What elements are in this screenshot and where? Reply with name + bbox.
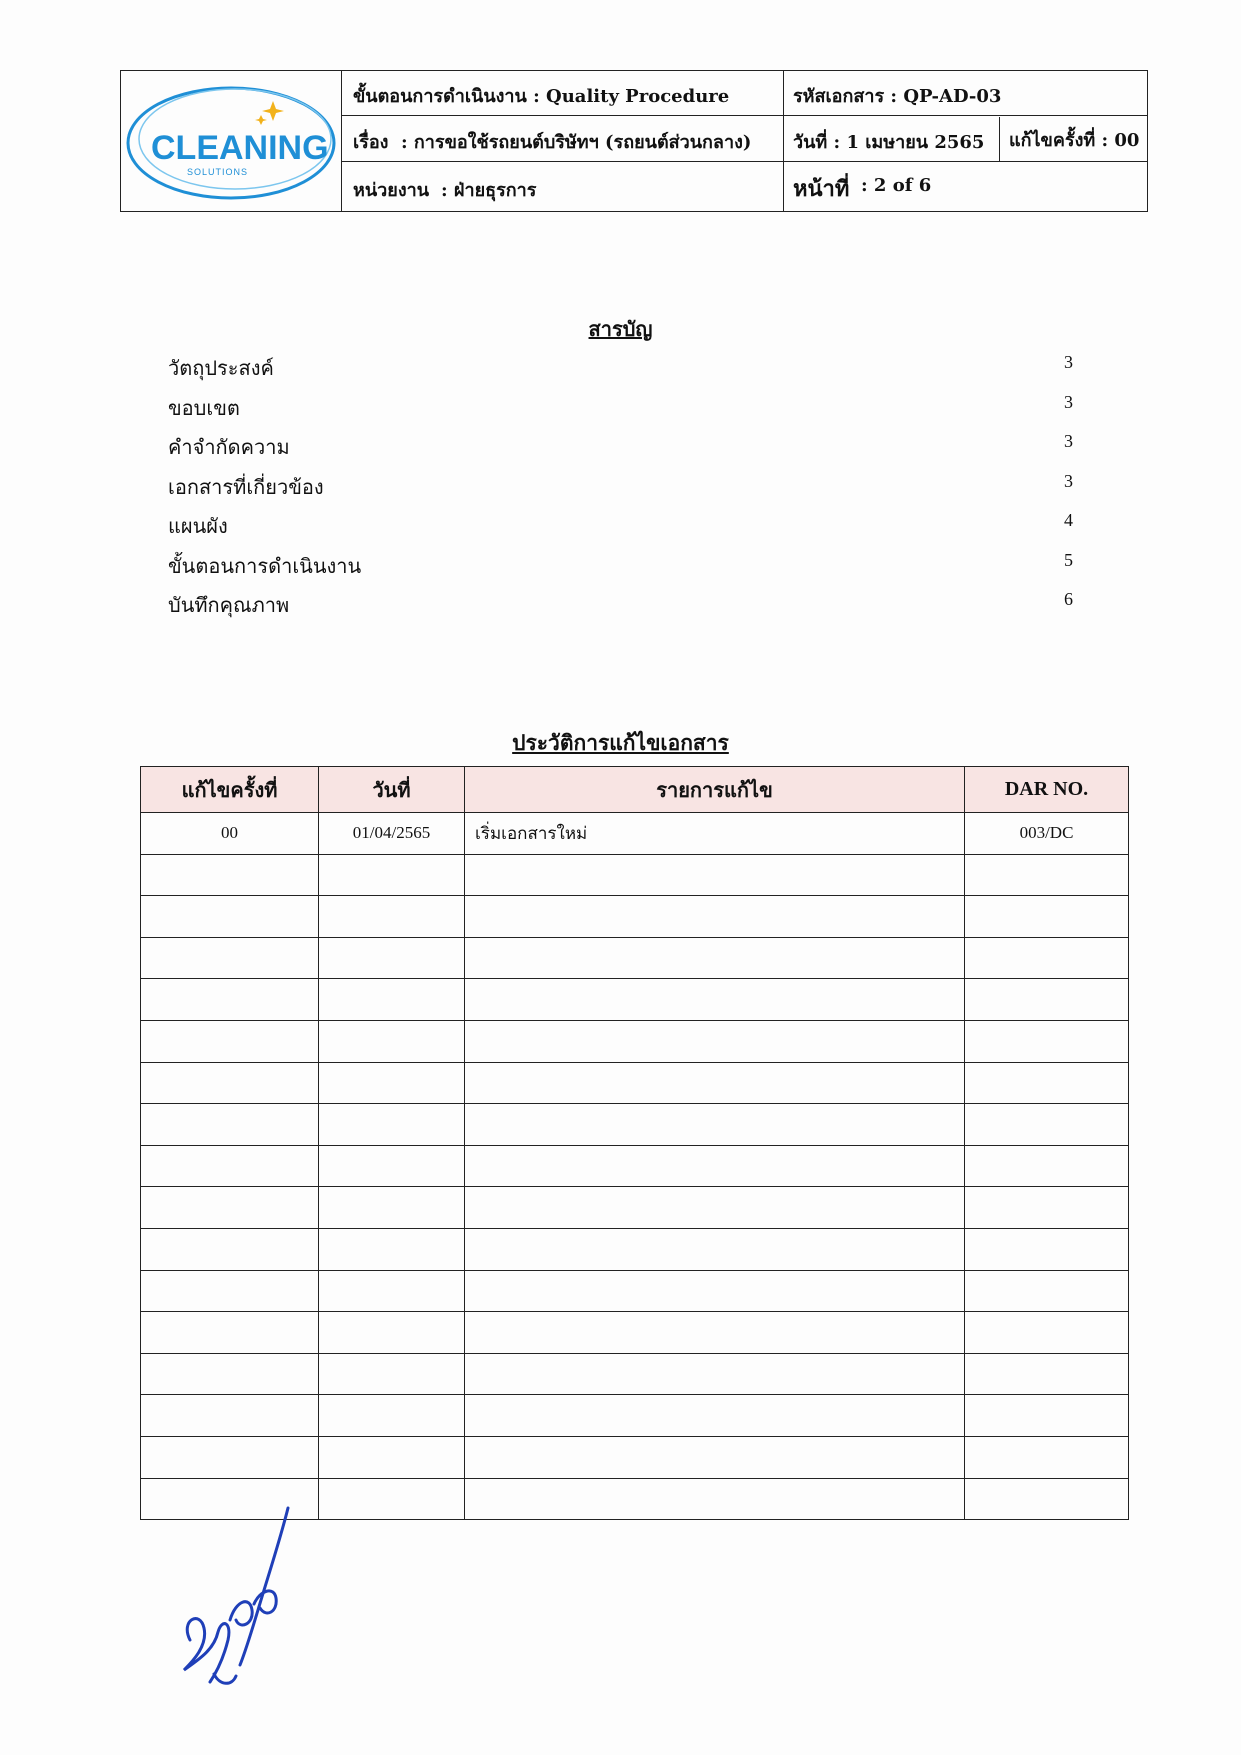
table-row	[141, 1228, 1129, 1270]
empty-cell	[465, 1228, 965, 1270]
toc-item-page: 5	[1064, 549, 1073, 570]
empty-cell	[319, 1270, 465, 1312]
empty-cell	[141, 1062, 319, 1104]
table-row	[141, 1270, 1129, 1312]
empty-cell	[319, 1020, 465, 1062]
effective-date: วันที่ : 1 เมษายน 2565	[793, 132, 985, 153]
toc-item-label: คำจำกัดความ	[168, 435, 290, 459]
empty-cell	[465, 1436, 965, 1478]
toc-item-page: 3	[1064, 431, 1073, 451]
toc-item-page: 3	[1064, 391, 1073, 412]
page-value: : 2 of 6	[861, 175, 932, 196]
toc-item	[168, 508, 1073, 548]
toc-item-page: 3	[1064, 470, 1073, 491]
logo-cell	[121, 71, 342, 211]
cell-date: 01/04/2565	[319, 813, 465, 855]
empty-cell	[141, 1270, 319, 1312]
empty-cell	[319, 1353, 465, 1395]
empty-cell	[465, 854, 965, 896]
column-header-description: รายการแก้ไข	[465, 767, 965, 813]
empty-cell	[965, 1145, 1129, 1187]
empty-cell	[141, 937, 319, 979]
cell-dar-no: 003/DC	[965, 813, 1129, 855]
empty-cell	[319, 1228, 465, 1270]
empty-cell	[319, 979, 465, 1021]
table-row	[141, 1145, 1129, 1187]
empty-cell	[465, 1395, 965, 1437]
sparkle-small-icon	[255, 115, 267, 125]
table-row	[141, 1312, 1129, 1354]
toc-item	[168, 469, 1073, 509]
empty-cell	[465, 1353, 965, 1395]
empty-cell	[141, 1145, 319, 1187]
table-row	[141, 896, 1129, 938]
toc-item-label: แผนผัง	[168, 514, 228, 538]
empty-cell	[319, 1395, 465, 1437]
table-row	[141, 1020, 1129, 1062]
empty-cell	[965, 1353, 1129, 1395]
column-header-dar-no: DAR NO.	[965, 767, 1129, 813]
empty-cell	[465, 979, 965, 1021]
empty-cell	[319, 854, 465, 896]
empty-cell	[319, 1145, 465, 1187]
empty-cell	[141, 1104, 319, 1146]
empty-cell	[965, 1478, 1129, 1520]
empty-cell	[465, 1478, 965, 1520]
empty-cell	[319, 896, 465, 938]
cell-description: เริ่มเอกสารใหม่	[465, 813, 965, 855]
page-label: หน้าที่	[793, 176, 850, 202]
table-row	[141, 1436, 1129, 1478]
empty-cell	[141, 1395, 319, 1437]
table-row	[141, 1062, 1129, 1104]
empty-cell	[965, 1228, 1129, 1270]
empty-cell	[319, 1478, 465, 1520]
empty-cell	[319, 937, 465, 979]
empty-cell	[465, 1104, 965, 1146]
table-header-row	[141, 767, 1129, 813]
table-row	[141, 854, 1129, 896]
empty-cell	[141, 854, 319, 896]
column-header-date: วันที่	[319, 767, 465, 813]
table-row	[141, 1353, 1129, 1395]
toc-item	[168, 587, 1073, 627]
signature	[170, 1500, 310, 1700]
toc-item-label: บันทึกคุณภาพ	[168, 593, 290, 617]
empty-cell	[965, 1104, 1129, 1146]
empty-cell	[965, 896, 1129, 938]
logo-tagline: SOLUTIONS	[187, 167, 249, 177]
cell-revision: 00	[141, 813, 319, 855]
logo-wordmark: CLEANING	[151, 129, 329, 167]
toc-item-page: 3	[1064, 352, 1073, 372]
table-row	[141, 1104, 1129, 1146]
sparkle-icon	[262, 101, 284, 121]
toc-item-label: ขอบเขต	[168, 395, 240, 420]
column-header-revision: แก้ไขครั้งที่	[141, 767, 319, 813]
subject-label: เรื่อง	[353, 132, 389, 153]
empty-cell	[465, 1187, 965, 1229]
empty-cell	[141, 896, 319, 938]
table-row	[141, 979, 1129, 1021]
empty-cell	[965, 1020, 1129, 1062]
toc-item	[168, 429, 1073, 469]
empty-cell	[141, 979, 319, 1021]
table-row	[141, 1187, 1129, 1229]
empty-cell	[141, 1312, 319, 1354]
empty-cell	[465, 937, 965, 979]
empty-cell	[965, 1062, 1129, 1104]
document-code: รหัสเอกสาร : QP-AD-03	[793, 86, 1002, 107]
department-label: หน่วยงาน	[353, 180, 430, 201]
empty-cell	[965, 1395, 1129, 1437]
toc-item-page: 4	[1064, 510, 1073, 530]
empty-cell	[319, 1062, 465, 1104]
empty-cell	[141, 1436, 319, 1478]
toc-item	[168, 350, 1073, 390]
toc-item	[168, 390, 1073, 430]
empty-cell	[965, 937, 1129, 979]
document-header	[120, 70, 1148, 212]
empty-cell	[965, 854, 1129, 896]
table-row	[141, 937, 1129, 979]
empty-cell	[319, 1436, 465, 1478]
empty-cell	[965, 1187, 1129, 1229]
empty-cell	[141, 1187, 319, 1229]
empty-cell	[465, 1062, 965, 1104]
empty-cell	[965, 1312, 1129, 1354]
toc-item-label: เอกสารที่เกี่ยวข้อง	[168, 474, 324, 499]
table-row	[141, 1395, 1129, 1437]
empty-cell	[965, 1436, 1129, 1478]
empty-cell	[141, 1353, 319, 1395]
empty-cell	[319, 1312, 465, 1354]
empty-cell	[465, 1020, 965, 1062]
empty-cell	[465, 1312, 965, 1354]
table-row	[141, 813, 1129, 855]
revision-history-title: ประวัติการแก้ไขเอกสาร	[512, 730, 729, 755]
empty-cell	[465, 1270, 965, 1312]
toc-item-label: ขั้นตอนการดำเนินงาน	[168, 553, 362, 578]
procedure-label: ขั้นตอนการดำเนินงาน : Quality Procedure	[353, 86, 730, 107]
department-value: : ฝ่ายธุรการ	[441, 180, 537, 201]
empty-cell	[965, 979, 1129, 1021]
empty-cell	[965, 1270, 1129, 1312]
toc-item-label: วัตถุประสงค์	[168, 356, 274, 380]
toc-item-page: 6	[1064, 589, 1073, 609]
empty-cell	[465, 1145, 965, 1187]
toc-item	[168, 548, 1073, 588]
subject-value: : การขอใช้รถยนต์บริษัทฯ (รถยนต์ส่วนกลาง)	[401, 132, 752, 153]
empty-cell	[319, 1187, 465, 1229]
toc-title: สารบัญ	[588, 317, 653, 341]
revision-number: แก้ไขครั้งที่ : 00	[1009, 130, 1140, 151]
revision-history-table	[140, 766, 1129, 1520]
empty-cell	[141, 1228, 319, 1270]
toc-list	[168, 350, 1073, 627]
empty-cell	[319, 1104, 465, 1146]
empty-cell	[465, 896, 965, 938]
company-logo	[123, 79, 339, 203]
empty-cell	[141, 1020, 319, 1062]
